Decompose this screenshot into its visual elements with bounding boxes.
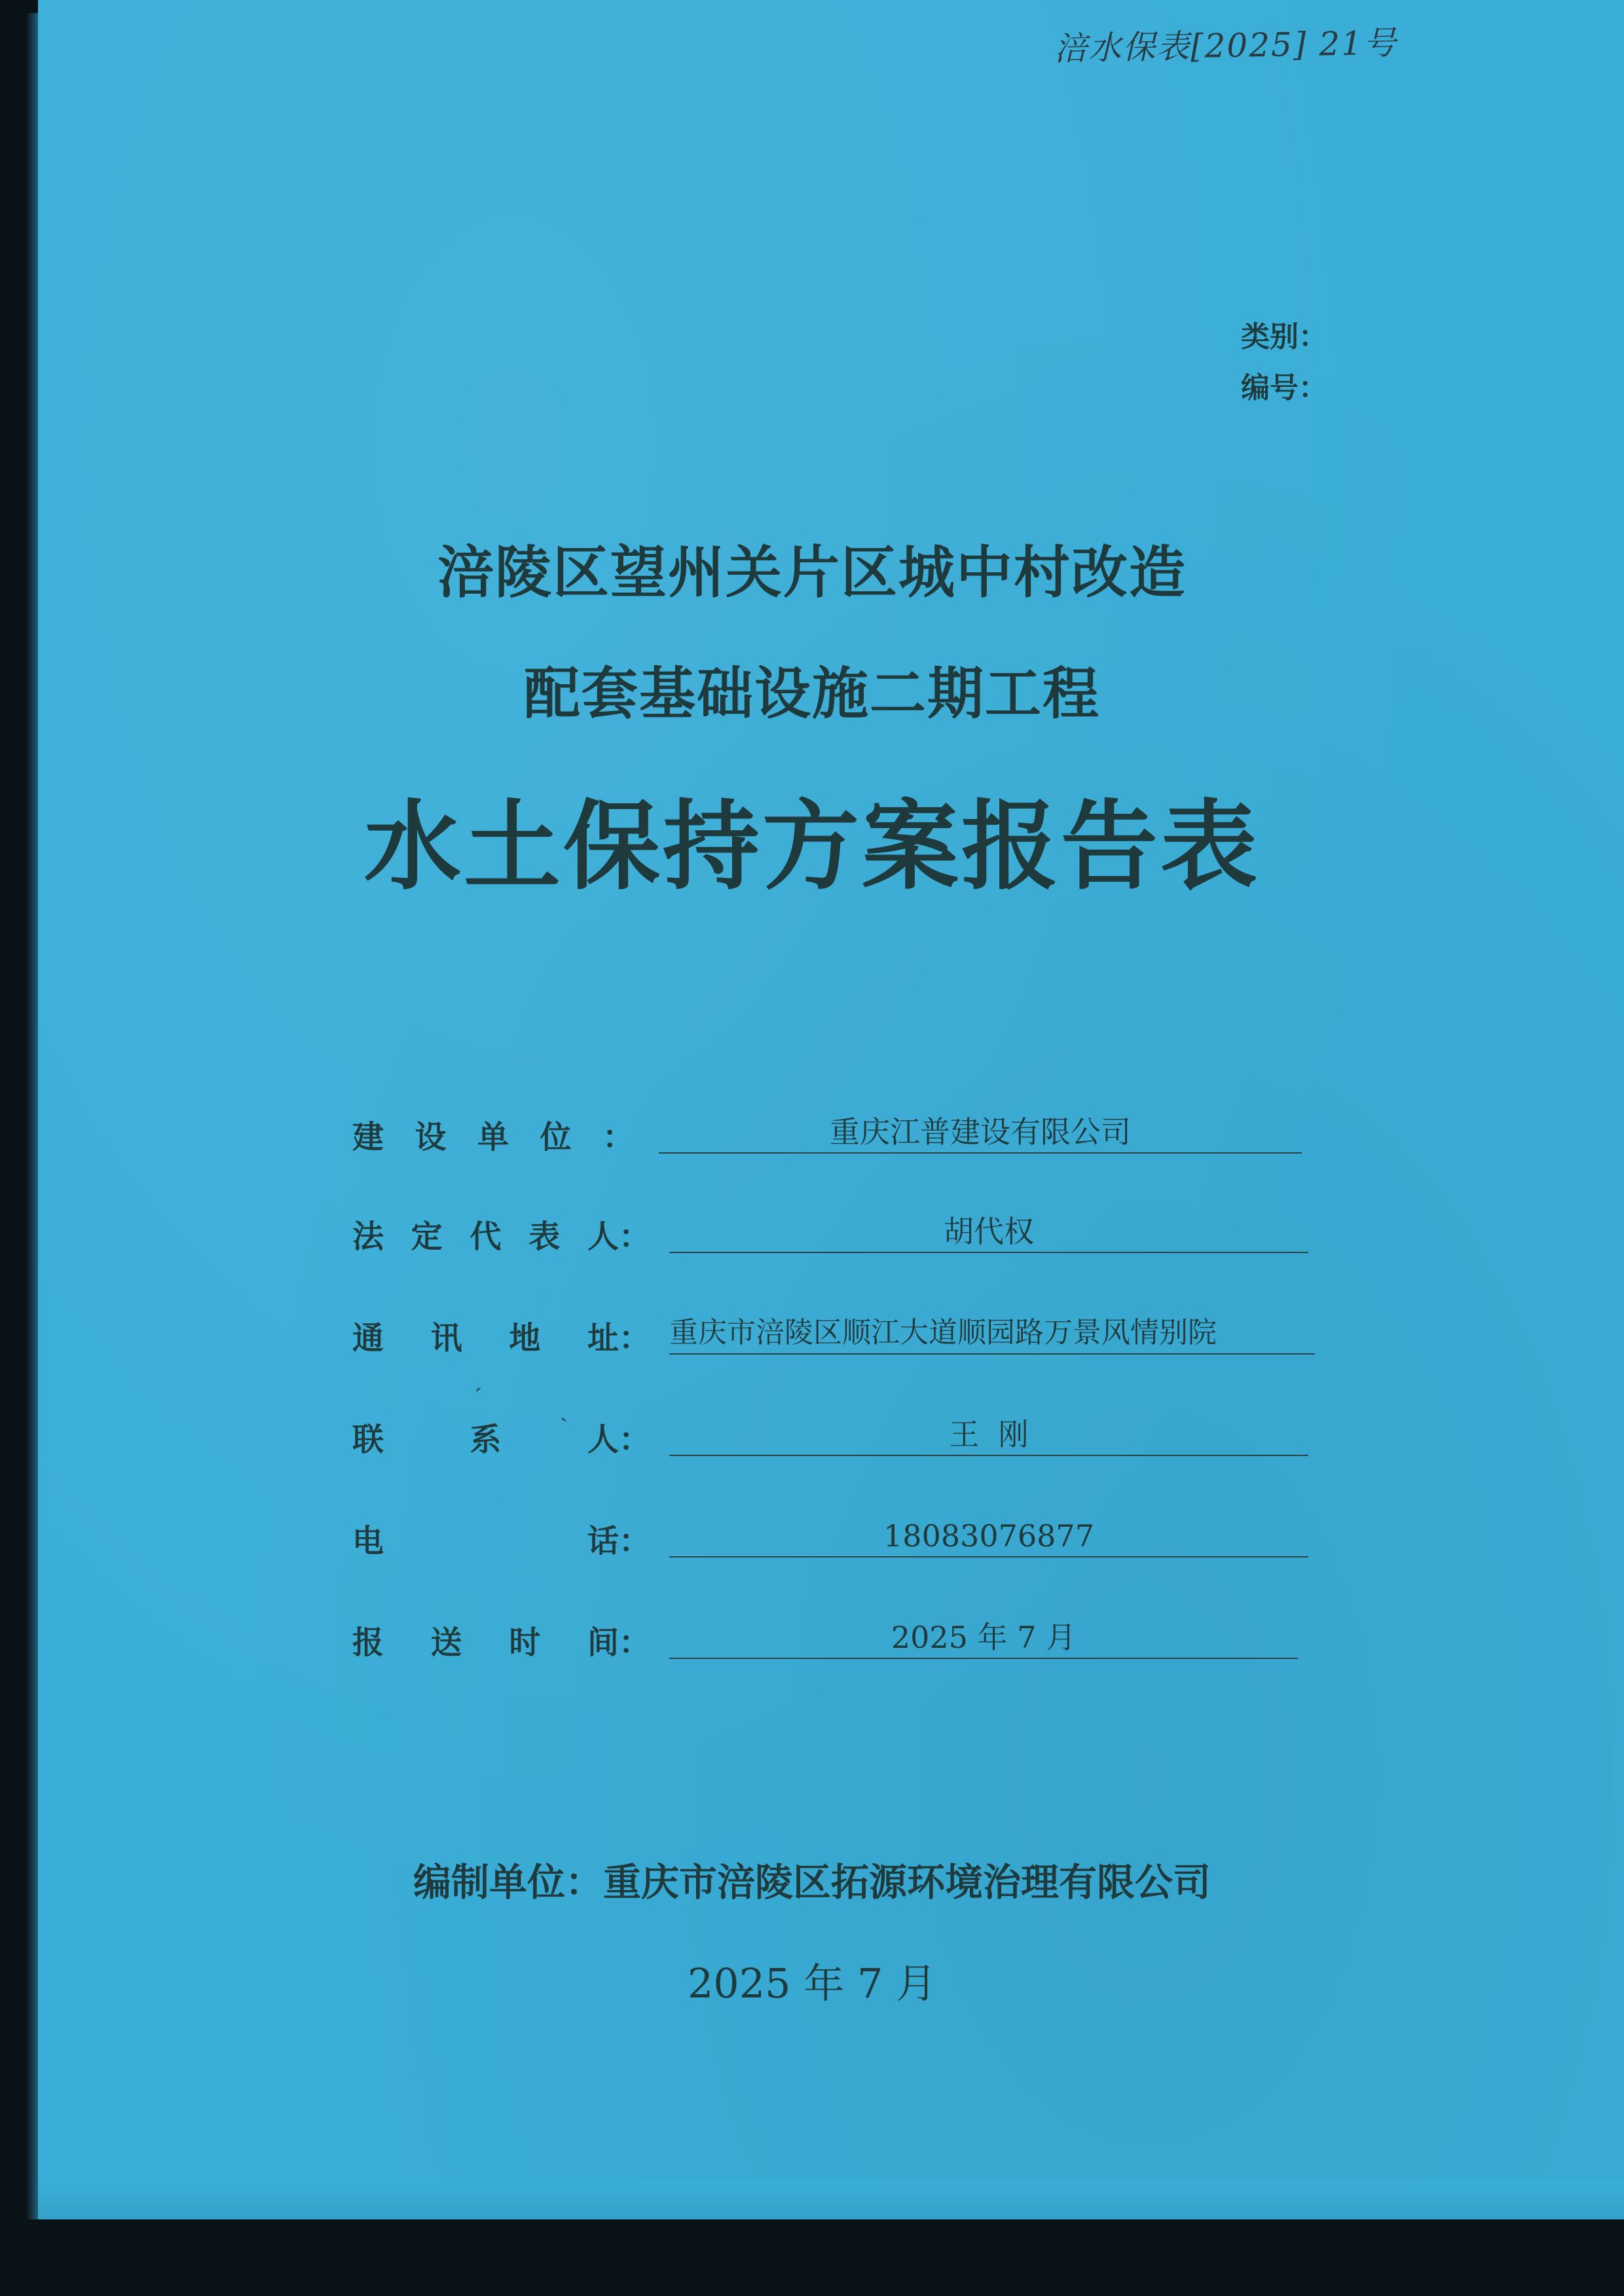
ink-speck: ˋ bbox=[560, 1413, 568, 1440]
info-label: 电 话： bbox=[352, 1523, 650, 1559]
info-value: 胡代权 bbox=[669, 1211, 1308, 1253]
handwritten-file-number: 涪水保表[2025] 21号 bbox=[1054, 24, 1398, 68]
compiling-unit: 编制单位：重庆市涪陵区拓源环境治理有限公司 bbox=[413, 1860, 1211, 1904]
cover-date: 2025 年 7 月 bbox=[687, 1959, 937, 2007]
info-value: 王 刚 bbox=[669, 1414, 1308, 1456]
info-label: 法 定 代 表 人： bbox=[352, 1218, 650, 1255]
number-label: 编号： bbox=[1241, 371, 1327, 405]
info-value: 重庆市涪陵区顺江大道顺园路万景风情别院 bbox=[669, 1313, 1315, 1355]
info-label: 报 送 时 间： bbox=[352, 1624, 650, 1661]
info-label: 建 设 单 位 ： bbox=[352, 1119, 634, 1156]
info-label: 通 讯 地 址： bbox=[352, 1320, 650, 1357]
info-value: 18083076877 bbox=[669, 1516, 1308, 1558]
title-line-1: 涪陵区望州关片区城中村改造 bbox=[437, 540, 1187, 606]
info-value: 重庆江普建设有限公司 bbox=[659, 1112, 1302, 1154]
info-label: 联 系 人： bbox=[352, 1421, 650, 1458]
category-label: 类别： bbox=[1241, 320, 1327, 354]
ink-speck: ˊ bbox=[474, 1383, 482, 1410]
report-title: 水土保持方案报告表 bbox=[364, 790, 1260, 903]
info-value: 2025 年 7 月 bbox=[669, 1617, 1298, 1659]
title-line-2: 配套基础设施二期工程 bbox=[524, 661, 1100, 727]
cover-bottom-edge bbox=[38, 2180, 1624, 2219]
